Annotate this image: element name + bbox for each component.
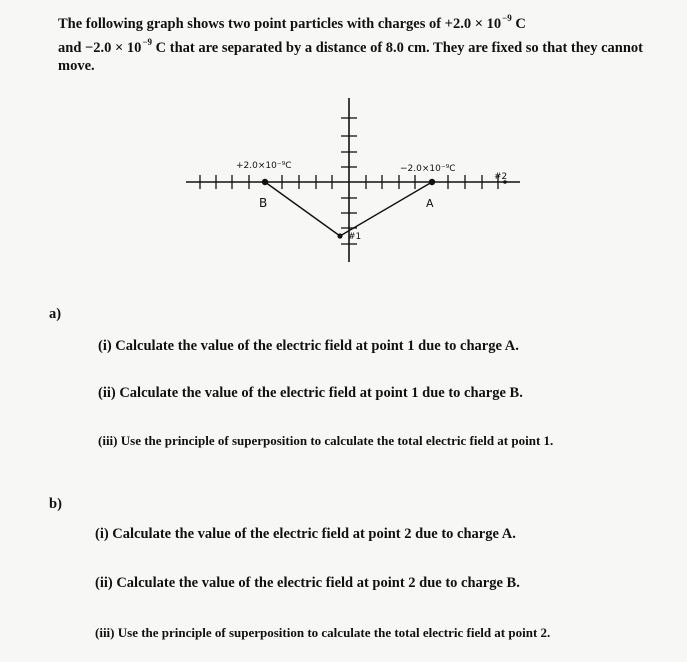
question-b-iii: (iii) Use the principle of superposition to calculate the total electric field at point 2. [95, 625, 551, 640]
intro-line-1: The following graph shows two point particles with charges of $+2.0 \times 10^{-9}$ C [58, 13, 526, 32]
point-b-label: B [259, 196, 268, 210]
point-2-label: #2 [494, 172, 508, 182]
charge-diagram [0, 0, 687, 300]
charge-b-dot [262, 179, 268, 185]
question-a-iii: (iii) Use the principle of superposition to calculate the total electric field at point 1. [98, 433, 554, 448]
charge-b-label: +2.0×10⁻⁹C [236, 161, 292, 171]
part-b-label: b) [49, 496, 62, 512]
part-a-label: a) [49, 306, 62, 322]
charge-a-dot [429, 179, 435, 185]
point-1-label: #1 [348, 232, 362, 242]
question-b-ii: (ii) Calculate the value of the electric field at point 2 due to charge B. [95, 575, 520, 591]
line-b-to-point1 [265, 182, 340, 236]
point-a-label: A [426, 197, 434, 210]
line-a-to-point1 [340, 182, 432, 236]
question-a-ii: (ii) Calculate the value of the electric field at point 1 due to charge B. [98, 385, 523, 401]
intro-line-3: move. [58, 58, 95, 74]
question-a-i: (i) Calculate the value of the electric field at point 1 due to charge A. [98, 338, 519, 354]
point-1-dot [337, 233, 342, 238]
question-b-i: (i) Calculate the value of the electric field at point 2 due to charge A. [95, 526, 516, 542]
charge-a-label: −2.0×10⁻⁹C [400, 164, 456, 174]
intro-line-2: and $-2.0 \times 10^{-9}$ C that are separated by a distance of 8.0 cm. They are fixed so that they cannot [58, 37, 644, 56]
